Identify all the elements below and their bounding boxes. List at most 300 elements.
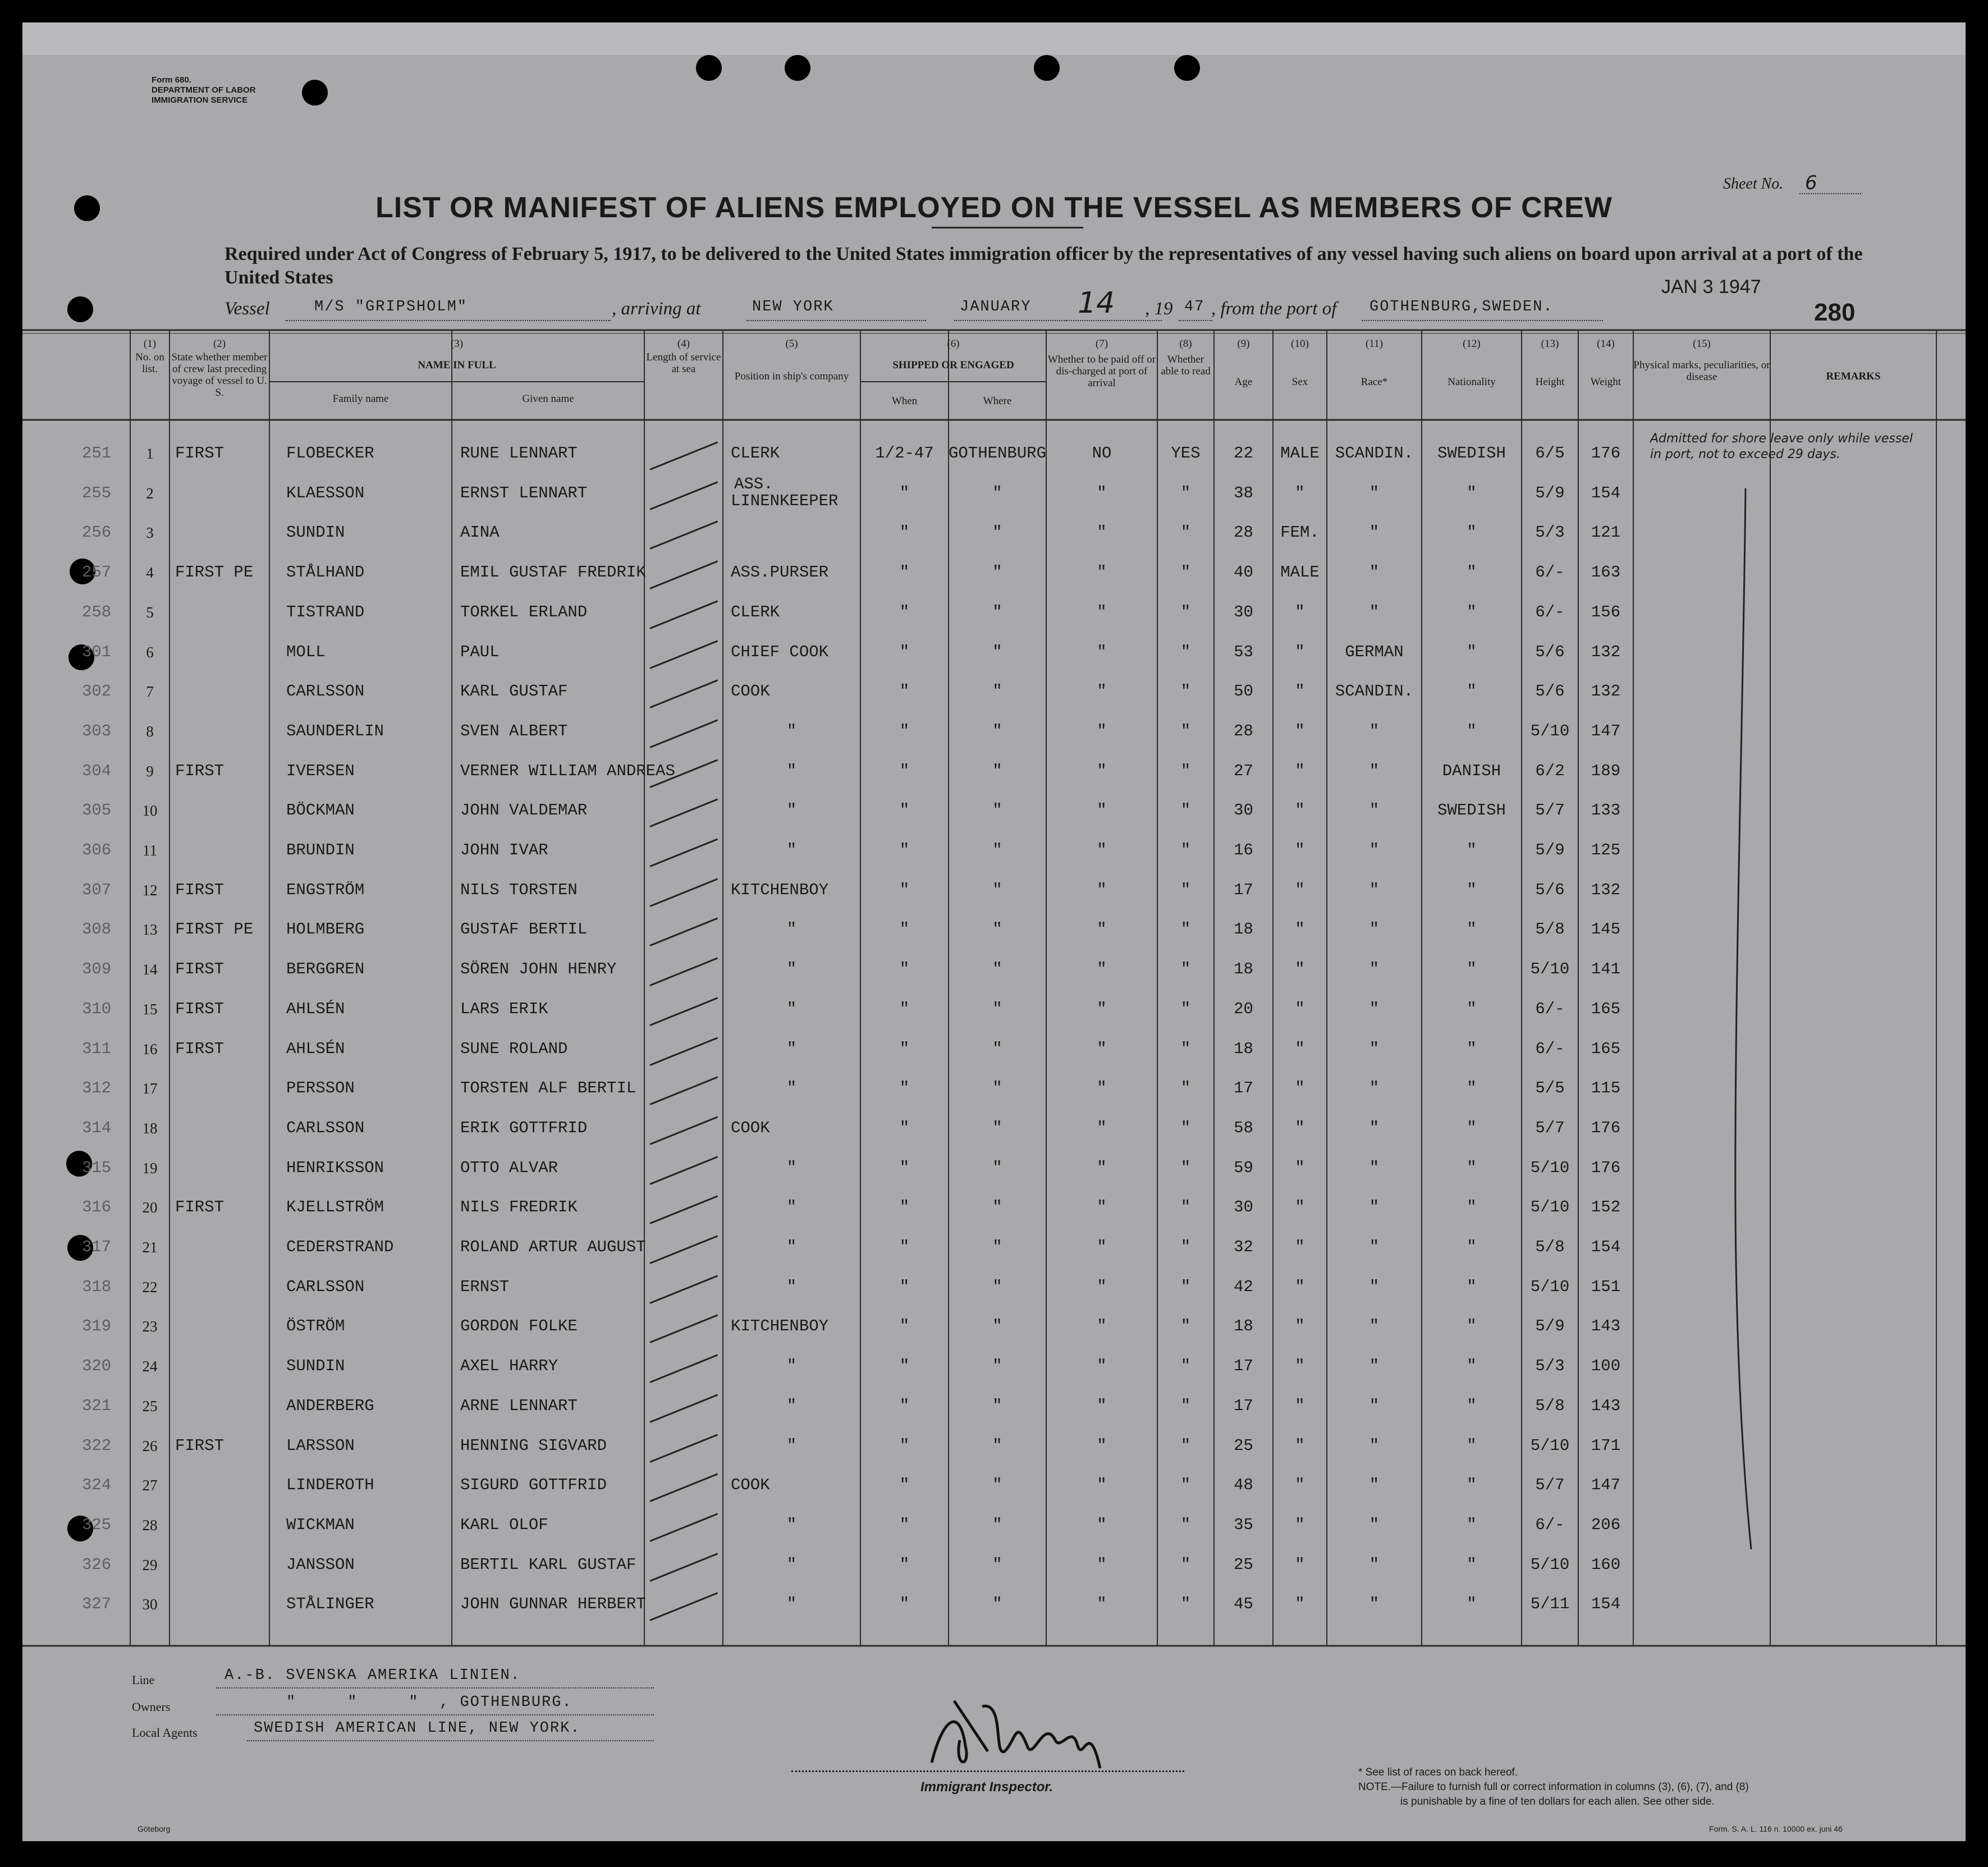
shipped-when: " [899, 523, 910, 542]
age: 18 [1234, 1040, 1253, 1058]
remarks-brace-line [1729, 483, 1762, 1561]
sex: " [1295, 881, 1305, 899]
height: 6/- [1535, 603, 1565, 621]
race: " [1369, 841, 1380, 859]
previous-voyage: FIRST PE [175, 920, 254, 939]
nationality: " [1467, 1079, 1477, 1097]
column-number-c2: (2) [213, 338, 226, 350]
nationality: " [1467, 484, 1477, 502]
able-to-read: " [1180, 563, 1191, 582]
sex: " [1295, 1397, 1305, 1415]
age: 58 [1234, 1119, 1253, 1137]
header-sex: Sex [1291, 376, 1308, 388]
previous-voyage: FIRST [175, 881, 225, 899]
family-name: AHLSÉN [286, 1040, 345, 1058]
column-number-c15: (15) [1693, 338, 1711, 350]
weight: 165 [1591, 1040, 1621, 1058]
able-to-read: " [1180, 841, 1191, 859]
paid-off: " [1097, 881, 1107, 899]
given-name: RUNE LENNART [460, 444, 578, 463]
height: 5/10 [1530, 960, 1570, 978]
height: 5/10 [1530, 1159, 1570, 1177]
header-previous-voyage: State whether member of crew last preceding voyage of vessel to U. S. [171, 351, 268, 399]
page-row-ref: 309 [82, 960, 112, 978]
age: 42 [1234, 1278, 1253, 1296]
weight: 147 [1591, 1476, 1621, 1494]
family-name: ENGSTRÖM [286, 881, 365, 899]
row-number: 22 [142, 1279, 158, 1296]
given-name: ROLAND ARTUR AUGUST [460, 1238, 646, 1256]
paid-off: " [1097, 1516, 1107, 1534]
nationality: " [1467, 523, 1477, 542]
able-to-read: " [1180, 1436, 1191, 1455]
column-number-c5: (5) [785, 338, 798, 350]
sex: " [1295, 1595, 1305, 1613]
weight: 145 [1591, 920, 1621, 939]
age: 20 [1234, 1000, 1253, 1018]
given-name: ERNST LENNART [460, 484, 588, 502]
row-number: 8 [146, 723, 154, 740]
paid-off: " [1097, 1436, 1107, 1455]
able-to-read: " [1180, 920, 1191, 939]
race: SCANDIN. [1335, 682, 1414, 701]
sex: " [1295, 1000, 1305, 1018]
previous-voyage: FIRST [175, 1040, 225, 1058]
page-row-ref: 258 [82, 603, 112, 621]
page-row-ref: 315 [82, 1159, 112, 1177]
penalty-note-cont: is punishable by a fine of ten dollars for each alien. See other side. [1400, 1796, 1715, 1807]
shipped-where: " [992, 801, 1002, 820]
able-to-read: " [1180, 1238, 1191, 1256]
race: " [1369, 484, 1380, 502]
height: 5/8 [1535, 1397, 1565, 1415]
shipped-where: " [992, 722, 1002, 740]
family-name: CARLSSON [286, 1278, 365, 1296]
sex: " [1295, 920, 1305, 939]
page-row-ref: 317 [82, 1238, 112, 1256]
paid-off: " [1097, 1198, 1107, 1216]
shipped-when: " [899, 1000, 910, 1018]
family-name: CEDERSTRAND [286, 1238, 394, 1256]
family-name: HENRIKSSON [286, 1159, 384, 1177]
able-to-read: " [1180, 1476, 1191, 1494]
given-name: VERNER WILLIAM ANDREAS [460, 762, 675, 780]
nationality: " [1467, 1119, 1477, 1137]
page-row-ref: 314 [82, 1119, 112, 1137]
header-able-to-read: Whether able to read [1161, 354, 1211, 377]
height: 5/5 [1535, 1079, 1565, 1097]
age: 17 [1234, 1357, 1253, 1375]
weight: 154 [1591, 484, 1621, 502]
shipped-when: " [899, 1516, 910, 1534]
height: 5/9 [1535, 484, 1565, 502]
row-number: 3 [146, 524, 154, 541]
weight: 100 [1591, 1357, 1621, 1375]
row-number: 15 [142, 1001, 158, 1018]
race: " [1369, 1317, 1380, 1335]
shipped-where: " [992, 1357, 1002, 1375]
header-height: Height [1535, 376, 1565, 388]
nationality: " [1467, 960, 1477, 978]
shipped-when: " [899, 960, 910, 978]
family-name: JANSSON [286, 1555, 355, 1574]
given-name: SVEN ALBERT [460, 722, 568, 740]
age: 17 [1234, 1079, 1253, 1097]
family-name: BÖCKMAN [286, 801, 355, 820]
family-name: WICKMAN [286, 1516, 355, 1534]
age: 40 [1234, 563, 1253, 582]
race: SCANDIN. [1335, 444, 1414, 463]
page-row-ref: 320 [82, 1357, 112, 1375]
able-to-read: " [1180, 1357, 1191, 1375]
row-number: 7 [146, 683, 154, 700]
given-name: GUSTAF BERTIL [460, 920, 588, 939]
position: " [786, 1555, 797, 1574]
row-number: 21 [142, 1239, 158, 1256]
nationality: " [1467, 1317, 1477, 1335]
age: 22 [1234, 444, 1253, 463]
weight: 133 [1591, 801, 1621, 820]
weight: 165 [1591, 1000, 1621, 1018]
family-name: HOLMBERG [286, 920, 365, 939]
page-row-ref: 316 [82, 1198, 112, 1216]
page-row-ref: 327 [82, 1595, 112, 1613]
page-row-ref: 257 [82, 563, 112, 582]
age: 18 [1234, 920, 1253, 939]
age: 53 [1234, 643, 1253, 661]
shipped-when: " [899, 1040, 910, 1058]
sex: MALE [1280, 563, 1320, 582]
age: 38 [1234, 484, 1253, 502]
owners-label: Owners [132, 1700, 171, 1714]
age: 32 [1234, 1238, 1253, 1256]
age: 59 [1234, 1159, 1253, 1177]
arrival-year: 47 [1184, 299, 1205, 315]
paid-off: " [1097, 603, 1107, 621]
row-number: 1 [146, 445, 154, 462]
previous-voyage: FIRST [175, 960, 225, 978]
height: 6/- [1535, 1000, 1565, 1018]
race: " [1369, 1119, 1380, 1137]
family-name: CARLSSON [286, 1119, 365, 1137]
given-name: LARS ERIK [460, 1000, 548, 1018]
sex: MALE [1280, 444, 1320, 463]
shipped-when: " [899, 1159, 910, 1177]
height: 6/2 [1535, 762, 1565, 780]
sex: " [1295, 603, 1305, 621]
paid-off: " [1097, 1476, 1107, 1494]
header-position: Position in ship's company [734, 370, 849, 382]
paid-off: " [1097, 682, 1107, 701]
row-number: 4 [146, 564, 154, 581]
race: " [1369, 563, 1380, 582]
weight: 125 [1591, 841, 1621, 859]
paid-off: " [1097, 1119, 1107, 1137]
height: 5/10 [1530, 1278, 1570, 1296]
race: " [1369, 1476, 1380, 1494]
given-name: ERIK GOTTFRID [460, 1119, 588, 1137]
able-to-read: " [1180, 1516, 1191, 1534]
sex: " [1295, 762, 1305, 780]
weight: 176 [1591, 444, 1621, 463]
shipped-where: " [992, 1119, 1002, 1137]
previous-voyage: FIRST PE [175, 563, 254, 582]
paid-off: " [1097, 920, 1107, 939]
form-subtitle: Required under Act of Congress of February 5, 1917, to be delivered to the United States immigration officer by the representatives of any vessel having such aliens on board upon arrival at a port of the United States [225, 244, 1863, 288]
family-name: ANDERBERG [286, 1397, 374, 1415]
owners-value: " " " , GOTHENBURG. [286, 1694, 572, 1711]
position: " [786, 1198, 797, 1216]
signature-line [791, 1770, 1184, 1772]
given-name: BERTIL KARL GUSTAF [460, 1555, 636, 1574]
shipped-where: " [992, 484, 1002, 502]
shipped-where: " [992, 762, 1002, 780]
shipped-where: " [992, 1198, 1002, 1216]
nationality: " [1467, 643, 1477, 661]
nationality: " [1467, 1555, 1477, 1574]
height: 5/6 [1535, 643, 1565, 661]
row-number: 16 [142, 1041, 158, 1058]
family-name: SUNDIN [286, 523, 345, 542]
race: " [1369, 1278, 1380, 1296]
age: 27 [1234, 762, 1253, 780]
sex: " [1295, 722, 1305, 740]
sex: " [1295, 960, 1305, 978]
previous-voyage: FIRST [175, 762, 225, 780]
page-row-ref: 310 [82, 1000, 112, 1018]
height: 5/9 [1535, 1317, 1565, 1335]
able-to-read: " [1180, 1595, 1191, 1613]
shipped-when: " [899, 722, 910, 740]
family-name: LARSSON [286, 1436, 355, 1455]
race: " [1369, 603, 1380, 621]
position: " [786, 960, 797, 978]
page-row-ref: 305 [82, 801, 112, 820]
header-paid-off: Whether to be paid off or dis-charged at port of arrival [1047, 354, 1156, 389]
shipped-where: " [992, 1238, 1002, 1256]
nationality: " [1467, 1238, 1477, 1256]
row-number: 9 [146, 763, 154, 780]
column-number-c3: (3) [450, 338, 464, 350]
age: 50 [1234, 682, 1253, 701]
previous-voyage: FIRST [175, 1198, 225, 1216]
race: " [1369, 1238, 1380, 1256]
position: " [786, 1357, 797, 1375]
age: 17 [1234, 881, 1253, 899]
shipped-when: " [899, 1476, 910, 1494]
shipped-where: " [992, 1595, 1002, 1613]
height: 6/- [1535, 563, 1565, 582]
shipped-where: GOTHENBURG [949, 444, 1047, 463]
header-race: Race* [1361, 376, 1388, 388]
able-to-read: " [1180, 1119, 1191, 1137]
paid-off: " [1097, 1317, 1107, 1335]
family-name: SAUNDERLIN [286, 722, 384, 740]
weight: 143 [1591, 1317, 1621, 1335]
race: " [1369, 1040, 1380, 1058]
family-name: FLOBECKER [286, 444, 374, 463]
header-age: Age [1234, 376, 1253, 388]
shipped-where: " [992, 1476, 1002, 1494]
manifest-page [22, 22, 1966, 1841]
printer-mark: Göteborg [138, 1824, 171, 1833]
height: 6/- [1535, 1040, 1565, 1058]
position: " [786, 920, 797, 939]
shipped-when: " [899, 1278, 910, 1296]
page-row-ref: 324 [82, 1476, 112, 1494]
race: " [1369, 1357, 1380, 1375]
position: " [786, 801, 797, 820]
able-to-read: " [1180, 523, 1191, 542]
family-name: ÖSTRÖM [286, 1317, 345, 1335]
family-name: KJELLSTRÖM [286, 1198, 384, 1216]
age: 35 [1234, 1516, 1253, 1534]
row-number: 28 [142, 1517, 158, 1534]
sex: " [1295, 1476, 1305, 1494]
header-shipped-where: Where [983, 395, 1012, 407]
height: 5/8 [1535, 1238, 1565, 1256]
weight: 160 [1591, 1555, 1621, 1574]
position: KITCHENBOY [731, 1317, 829, 1335]
age: 45 [1234, 1595, 1253, 1613]
sex: " [1295, 682, 1305, 701]
able-to-read: " [1180, 762, 1191, 780]
family-name: PERSSON [286, 1079, 355, 1097]
able-to-read: " [1180, 881, 1191, 899]
row-number: 11 [143, 842, 157, 859]
vessel-label: Vessel [225, 299, 270, 319]
weight: 143 [1591, 1397, 1621, 1415]
paid-off: " [1097, 1040, 1107, 1058]
sex: FEM. [1280, 523, 1320, 542]
weight: 163 [1591, 563, 1621, 582]
given-name: TORKEL ERLAND [460, 603, 588, 621]
given-name: SUNE ROLAND [460, 1040, 568, 1058]
row-number: 26 [142, 1438, 158, 1454]
shipped-where: " [992, 603, 1002, 621]
position: " [786, 1397, 797, 1415]
shipped-when: " [899, 1238, 910, 1256]
race: " [1369, 920, 1380, 939]
shipped-where: " [992, 920, 1002, 939]
given-name: ARNE LENNART [460, 1397, 578, 1415]
able-to-read: " [1180, 1040, 1191, 1058]
age: 18 [1234, 1317, 1253, 1335]
shipped-when: " [899, 762, 910, 780]
nationality: " [1467, 1198, 1477, 1216]
shipped-where: " [992, 1040, 1002, 1058]
given-name: PAUL [460, 643, 500, 661]
family-name: STÅLHAND [286, 563, 365, 582]
able-to-read: YES [1171, 444, 1201, 463]
agents-label: Local Agents [132, 1726, 198, 1740]
sex: " [1295, 1238, 1305, 1256]
page-row-ref: 251 [82, 444, 112, 463]
page-stamp-number: 280 [1814, 299, 1856, 326]
race: " [1369, 881, 1380, 899]
age: 17 [1234, 1397, 1253, 1415]
nationality: " [1467, 603, 1477, 621]
shipped-when: " [899, 1119, 910, 1137]
height: 5/10 [1530, 1555, 1570, 1574]
position: " [786, 1595, 797, 1613]
position: " [786, 1040, 797, 1058]
sheet-label: Sheet No. [1723, 175, 1784, 193]
sex: " [1295, 801, 1305, 820]
sheet-number: 6 [1805, 172, 1817, 194]
height: 5/10 [1530, 1436, 1570, 1455]
age: 30 [1234, 1198, 1253, 1216]
received-date-stamp: JAN 3 1947 [1661, 276, 1761, 298]
age: 25 [1234, 1555, 1253, 1574]
shipped-when: " [899, 563, 910, 582]
height: 5/10 [1530, 1198, 1570, 1216]
age: 25 [1234, 1436, 1253, 1455]
paid-off: " [1097, 563, 1107, 582]
position: ASS. [734, 475, 773, 493]
row-number: 13 [142, 921, 158, 938]
nationality: " [1467, 682, 1477, 701]
shipped-where: " [992, 881, 1002, 899]
family-name: BRUNDIN [286, 841, 355, 859]
arriving-label: , arriving at [612, 299, 701, 319]
race: " [1369, 801, 1380, 820]
height: 5/6 [1535, 682, 1565, 701]
shipped-where: " [992, 960, 1002, 978]
agents-value: SWEDISH AMERICAN LINE, NEW YORK. [254, 1720, 581, 1737]
paid-off: " [1097, 960, 1107, 978]
able-to-read: " [1180, 1397, 1191, 1415]
header-weight: Weight [1590, 376, 1621, 388]
paid-off: " [1097, 1159, 1107, 1177]
age: 48 [1234, 1476, 1253, 1494]
age: 30 [1234, 603, 1253, 621]
shipped-when: " [899, 1436, 910, 1455]
row-number: 19 [142, 1160, 158, 1177]
penalty-note: NOTE.—Failure to furnish full or correct information in columns (3), (6), (7), and (8) [1358, 1781, 1749, 1793]
weight: 132 [1591, 682, 1621, 701]
nationality: " [1467, 1000, 1477, 1018]
shipped-when: 1/2-47 [875, 444, 934, 463]
page-row-ref: 325 [82, 1516, 112, 1534]
header-family-name: Family name [332, 393, 389, 405]
able-to-read: " [1180, 1555, 1191, 1574]
arrival-day: 14 [1078, 286, 1115, 320]
page-row-ref: 322 [82, 1436, 112, 1455]
age: 30 [1234, 801, 1253, 820]
given-name: KARL OLOF [460, 1516, 548, 1534]
family-name: AHLSÉN [286, 1000, 345, 1018]
paid-off: " [1097, 484, 1107, 502]
race: " [1369, 1436, 1380, 1455]
page-row-ref: 306 [82, 841, 112, 859]
shipped-when: " [899, 881, 910, 899]
row-number: 2 [146, 485, 154, 502]
age: 18 [1234, 960, 1253, 978]
row-number: 17 [142, 1080, 158, 1097]
row-number: 20 [142, 1199, 158, 1216]
shipped-where: " [992, 563, 1002, 582]
position: " [786, 1079, 797, 1097]
weight: 171 [1591, 1436, 1621, 1455]
header-name-in-full: NAME IN FULL [418, 359, 496, 371]
position: COOK [731, 682, 770, 701]
weight: 121 [1591, 523, 1621, 542]
shipped-where: " [992, 1555, 1002, 1574]
sex: " [1295, 1198, 1305, 1216]
sex: " [1295, 1516, 1305, 1534]
paid-off: " [1097, 1079, 1107, 1097]
